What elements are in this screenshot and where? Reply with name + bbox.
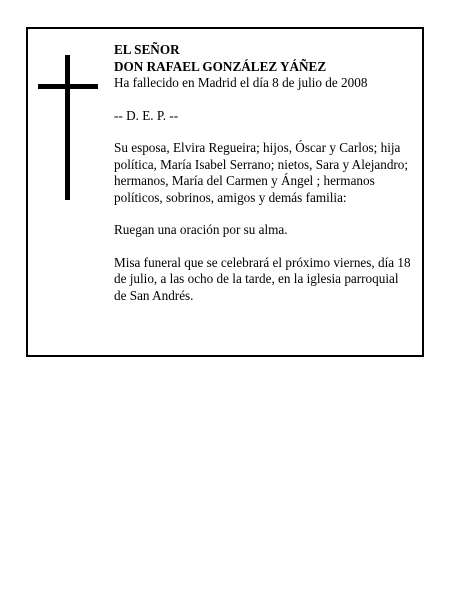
family-line: política, María Isabel Serrano; nietos, Sara y Alejandro; — [114, 156, 409, 172]
cross-vertical-bar — [65, 55, 70, 200]
cross-horizontal-bar — [38, 84, 98, 89]
family-line: políticos, sobrinos, amigos y demás familia: — [114, 189, 347, 205]
family-paragraph — [114, 140, 424, 206]
funeral-line: de julio, a las ocho de la tarde, en la iglesia parroquial — [114, 271, 399, 286]
cross-icon — [38, 55, 98, 200]
family-line: Su esposa, Elvira Regueira; hijos, Óscar y Carlos; hija — [114, 140, 401, 155]
deceased-name: DON RAFAEL GONZÁLEZ YÁÑEZ — [114, 58, 327, 74]
title-line-1: EL SEÑOR — [114, 42, 180, 57]
funeral-line: de San Andrés. — [114, 287, 194, 303]
rip-line: -- D. E. P. -- — [114, 107, 179, 123]
funeral-line: Misa funeral que se celebrará el próximo viernes, día 18 — [114, 254, 411, 270]
funeral-paragraph — [114, 255, 424, 305]
family-line: hermanos, María del Carmen y Ángel ; hermanos — [114, 173, 375, 188]
death-announcement: Ha fallecido en Madrid el día 8 de julio de 2008 — [114, 75, 368, 90]
obituary-notice — [26, 27, 424, 357]
prayer-request: Ruegan una oración por su alma. — [114, 222, 288, 237]
notice-text — [114, 42, 424, 304]
